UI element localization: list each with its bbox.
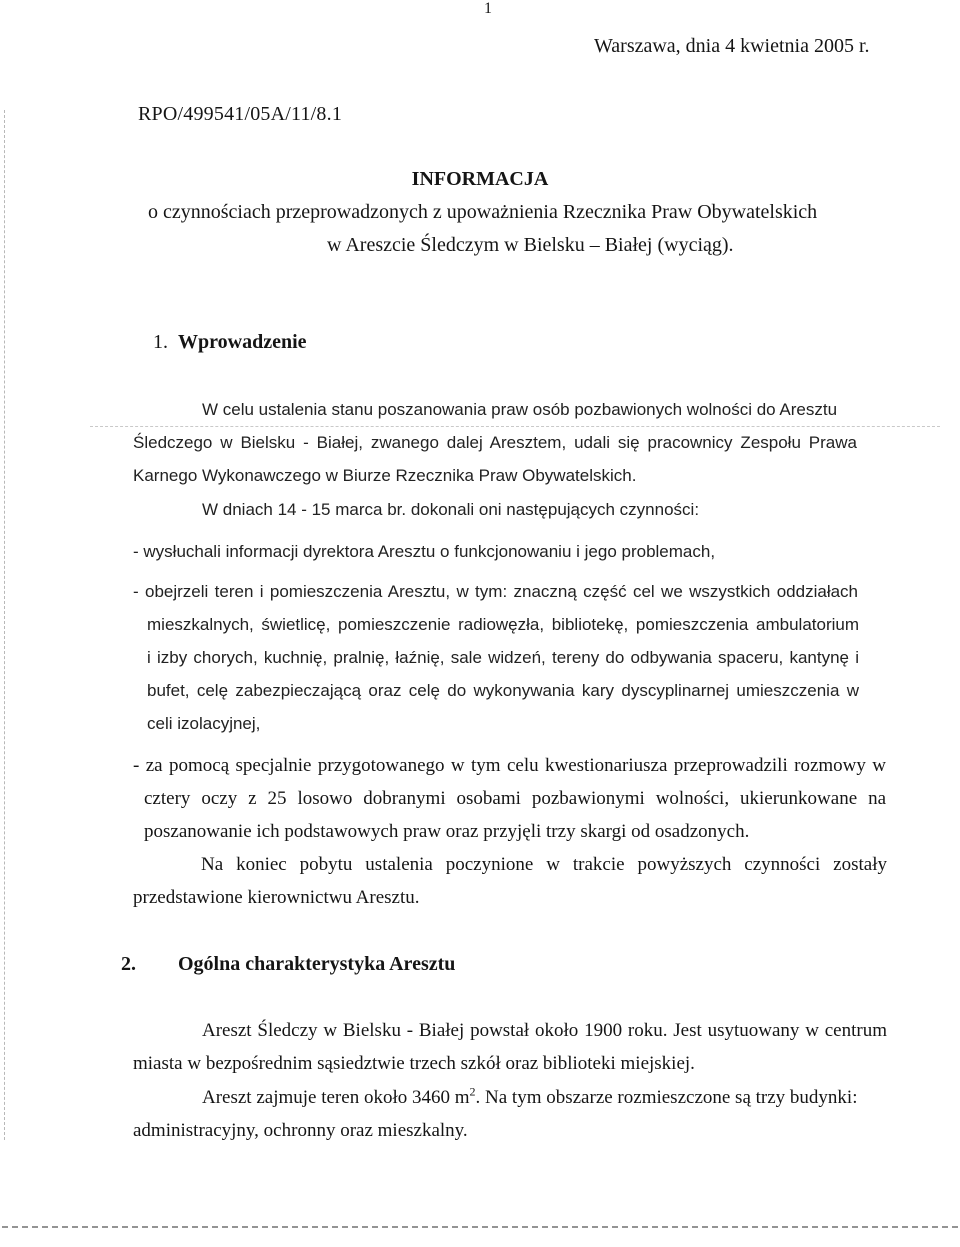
section2-heading: Ogólna charakterystyka Aresztu — [178, 953, 456, 975]
bullet-inspection-line-4: bufet, celę zabezpieczającą oraz celę do wykonywania kary dyscyplinarnej umieszczenia w — [147, 681, 859, 700]
section1-number: 1. — [153, 331, 168, 353]
buildings-text: . Na tym obszarze rozmieszczone są trzy budynki: — [475, 1087, 858, 1108]
bullet-inspection-line-5: celi izolacyjnej, — [147, 714, 261, 733]
bullet-listening: - wysłuchali informacji dyrektora Aresztu o funkcjonowaniu i jego problemach, — [133, 542, 716, 561]
scan-line-artifact — [90, 426, 940, 427]
closing-line-2: przedstawione kierownictwu Aresztu. — [133, 887, 420, 908]
document-title: INFORMACJA — [411, 168, 549, 190]
title-subtitle-line2: w Areszcie Śledczym w Bielsku – Białej (wyciąg). — [327, 234, 734, 256]
intro-line-3: Karnego Wykonawczego w Biurze Rzecznika Praw Obywatelskich. — [133, 466, 637, 485]
footer-scan-border — [2, 1226, 958, 1228]
area-text: Areszt zajmuje teren około 3460 m — [202, 1087, 470, 1108]
section2-para2-line1 — [202, 1084, 858, 1109]
bullet-interviews-line-1: - za pomocą specjalnie przygotowanego w tym celu kwestionariusza przeprowadzili rozmowy w — [133, 755, 886, 776]
title-subtitle-line1: o czynnościach przeprowadzonych z upoważnienia Rzecznika Praw Obywatelskich — [148, 201, 818, 223]
section2-para1-line1: Areszt Śledczy w Bielsku - Białej powstał około 1900 roku. Jest usytuowany w centrum — [202, 1020, 887, 1041]
bullet-inspection-line-2: mieszkalnych, świetlicę, pomieszczenie radiowęzła, bibliotekę, pomieszczenia ambulatorium — [147, 615, 859, 634]
intro-line-2: Śledczego w Bielsku - Białej, zwanego dalej Aresztem, udali się pracownicy Zespołu Prawa — [133, 433, 857, 452]
section1-title: Wprowadzenie — [178, 331, 307, 353]
intro-line-4: W dniach 14 - 15 marca br. dokonali oni następujących czynności: — [202, 500, 700, 519]
bullet-inspection-line-1: - obejrzeli teren i pomieszczenia Aresztu, w tym: znaczną część cel we wszystkich oddziałach — [133, 582, 858, 601]
bullet-interviews-line-2: cztery oczy z 25 losowo dobranymi osobami pozbawionymi wolności, ukierunkowane na — [144, 788, 886, 809]
page-number: 1 — [484, 0, 492, 17]
bullet-interviews-line-3: poszanowanie ich podstawowych praw oraz przyjęli trzy skargi od osadzonych. — [144, 821, 750, 842]
bullet-inspection-line-3: i izby chorych, kuchnię, pralnię, łaźnię, sale widzeń, tereny do odbywania spaceru, kantynę i — [147, 648, 859, 667]
scan-margin-artifact — [4, 110, 5, 1140]
square-superscript: 2 — [469, 1084, 476, 1099]
intro-line-1: W celu ustalenia stanu poszanowania praw osób pozbawionych wolności do Aresztu — [202, 400, 838, 419]
document-date: Warszawa, dnia 4 kwietnia 2005 r. — [594, 35, 870, 57]
section2-para1-line2: miasta w bezpośrednim sąsiedztwie trzech szkół oraz biblioteki miejskiej. — [133, 1053, 695, 1074]
closing-line-1: Na koniec pobytu ustalenia poczynione w trakcie powyższych czynności zostały — [201, 854, 887, 875]
section2-para2-line2: administracyjny, ochronny oraz mieszkalny. — [133, 1120, 468, 1141]
reference-number: RPO/499541/05A/11/8.1 — [138, 103, 343, 125]
section1-heading — [153, 331, 307, 354]
section2-number: 2. — [121, 953, 136, 975]
